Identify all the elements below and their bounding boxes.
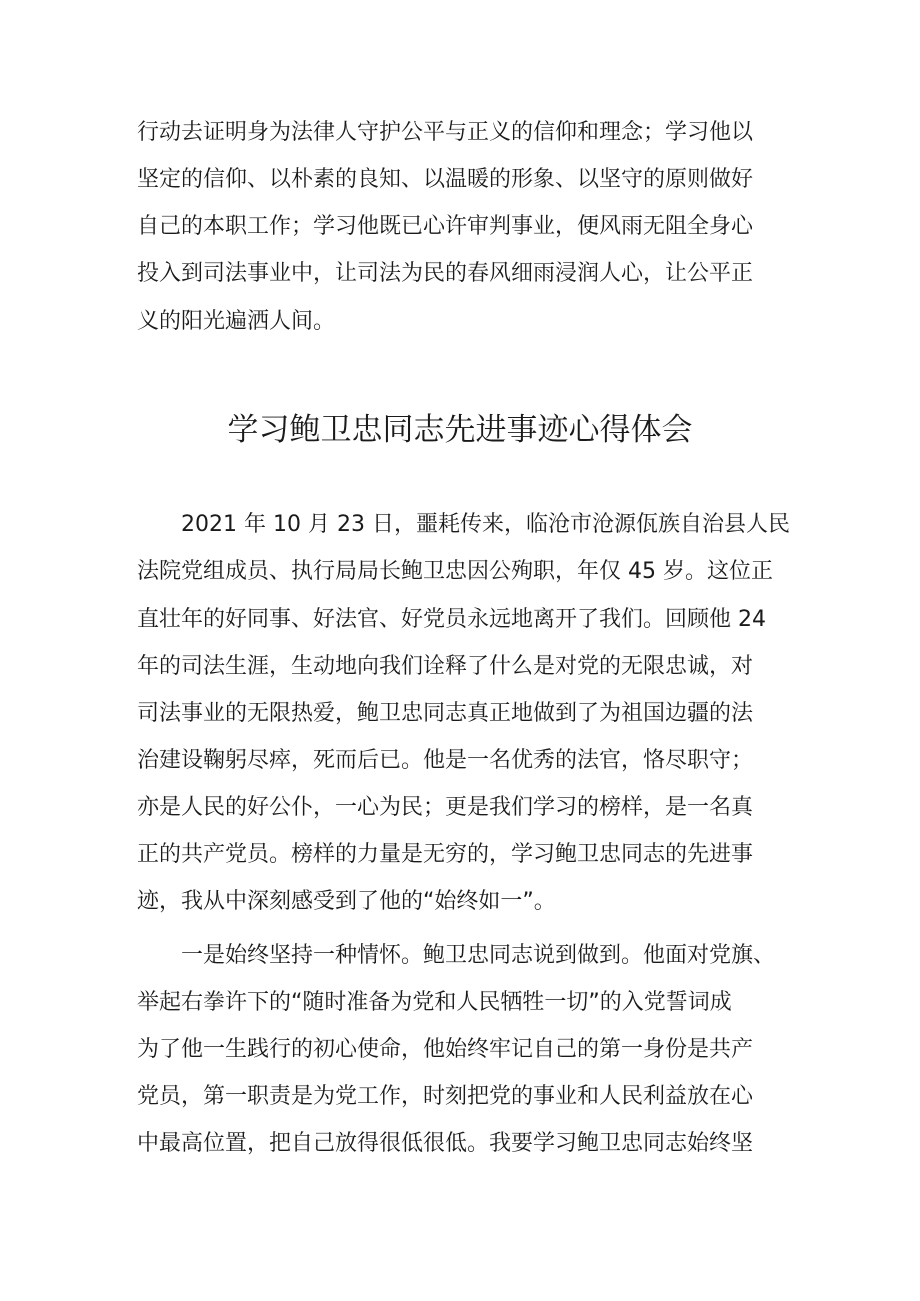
continuation-line: 坚定的信仰、以朴素的良知、以温暖的形象、以坚守的原则做好 [137,167,754,192]
paragraph-line: 为了他一生践行的初心使命，他始终牢记自己的第一身份是共产 [137,1037,754,1062]
paragraph-line: 正的共产党员。榜样的力量是无穷的，学习鲍卫忠同志的先进事 [137,842,754,867]
paragraph-line: 法院党组成员、执行局局长鲍卫忠因公殉职，年仅 45 岁。这位正 [137,559,773,584]
paragraph-line: 党员，第一职责是为党工作，时刻把党的事业和人民利益放在心 [137,1084,754,1109]
paragraph-line: 一是始终坚持一种情怀。鲍卫忠同志说到做到。他面对党旗、 [181,943,776,968]
paragraph-line: 亦是人民的好公仆，一心为民；更是我们学习的榜样，是一名真 [137,795,754,820]
article-title: 学习鲍卫忠同志先进事迹心得体会 [227,412,693,448]
paragraph-line: 举起右拳许下的“随时准备为党和人民牺牲一切”的入党誓词成 [137,990,732,1015]
paragraph-line: 2021 年 10 月 23 日，噩耗传来，临沧市沧源佤族自治县人民 [181,512,790,537]
paragraph-line: 司法事业的无限热爱，鲍卫忠同志真正地做到了为祖国边疆的法 [137,701,754,726]
paragraph-line: 治建设鞠躬尽瘁，死而后已。他是一名优秀的法官，恪尽职守； [137,748,754,773]
paragraph-line: 迹，我从中深刻感受到了他的“始终如一”。 [137,889,556,914]
continuation-line: 自己的本职工作；学习他既已心许审判事业，便风雨无阻全身心 [137,214,754,239]
paragraph-line: 年的司法生涯，生动地向我们诠释了什么是对党的无限忠诚，对 [137,654,754,679]
continuation-line: 投入到司法事业中，让司法为民的春风细雨浸润人心，让公平正 [137,261,754,286]
continuation-line: 行动去证明身为法律人守护公平与正义的信仰和理念；学习他以 [137,120,754,145]
paragraph-line: 直壮年的好同事、好法官、好党员永远地离开了我们。回顾他 24 [137,607,766,632]
continuation-line: 义的阳光遍洒人间。 [137,309,336,334]
paragraph-line: 中最高位置，把自己放得很低很低。我要学习鲍卫忠同志始终坚 [137,1131,754,1156]
